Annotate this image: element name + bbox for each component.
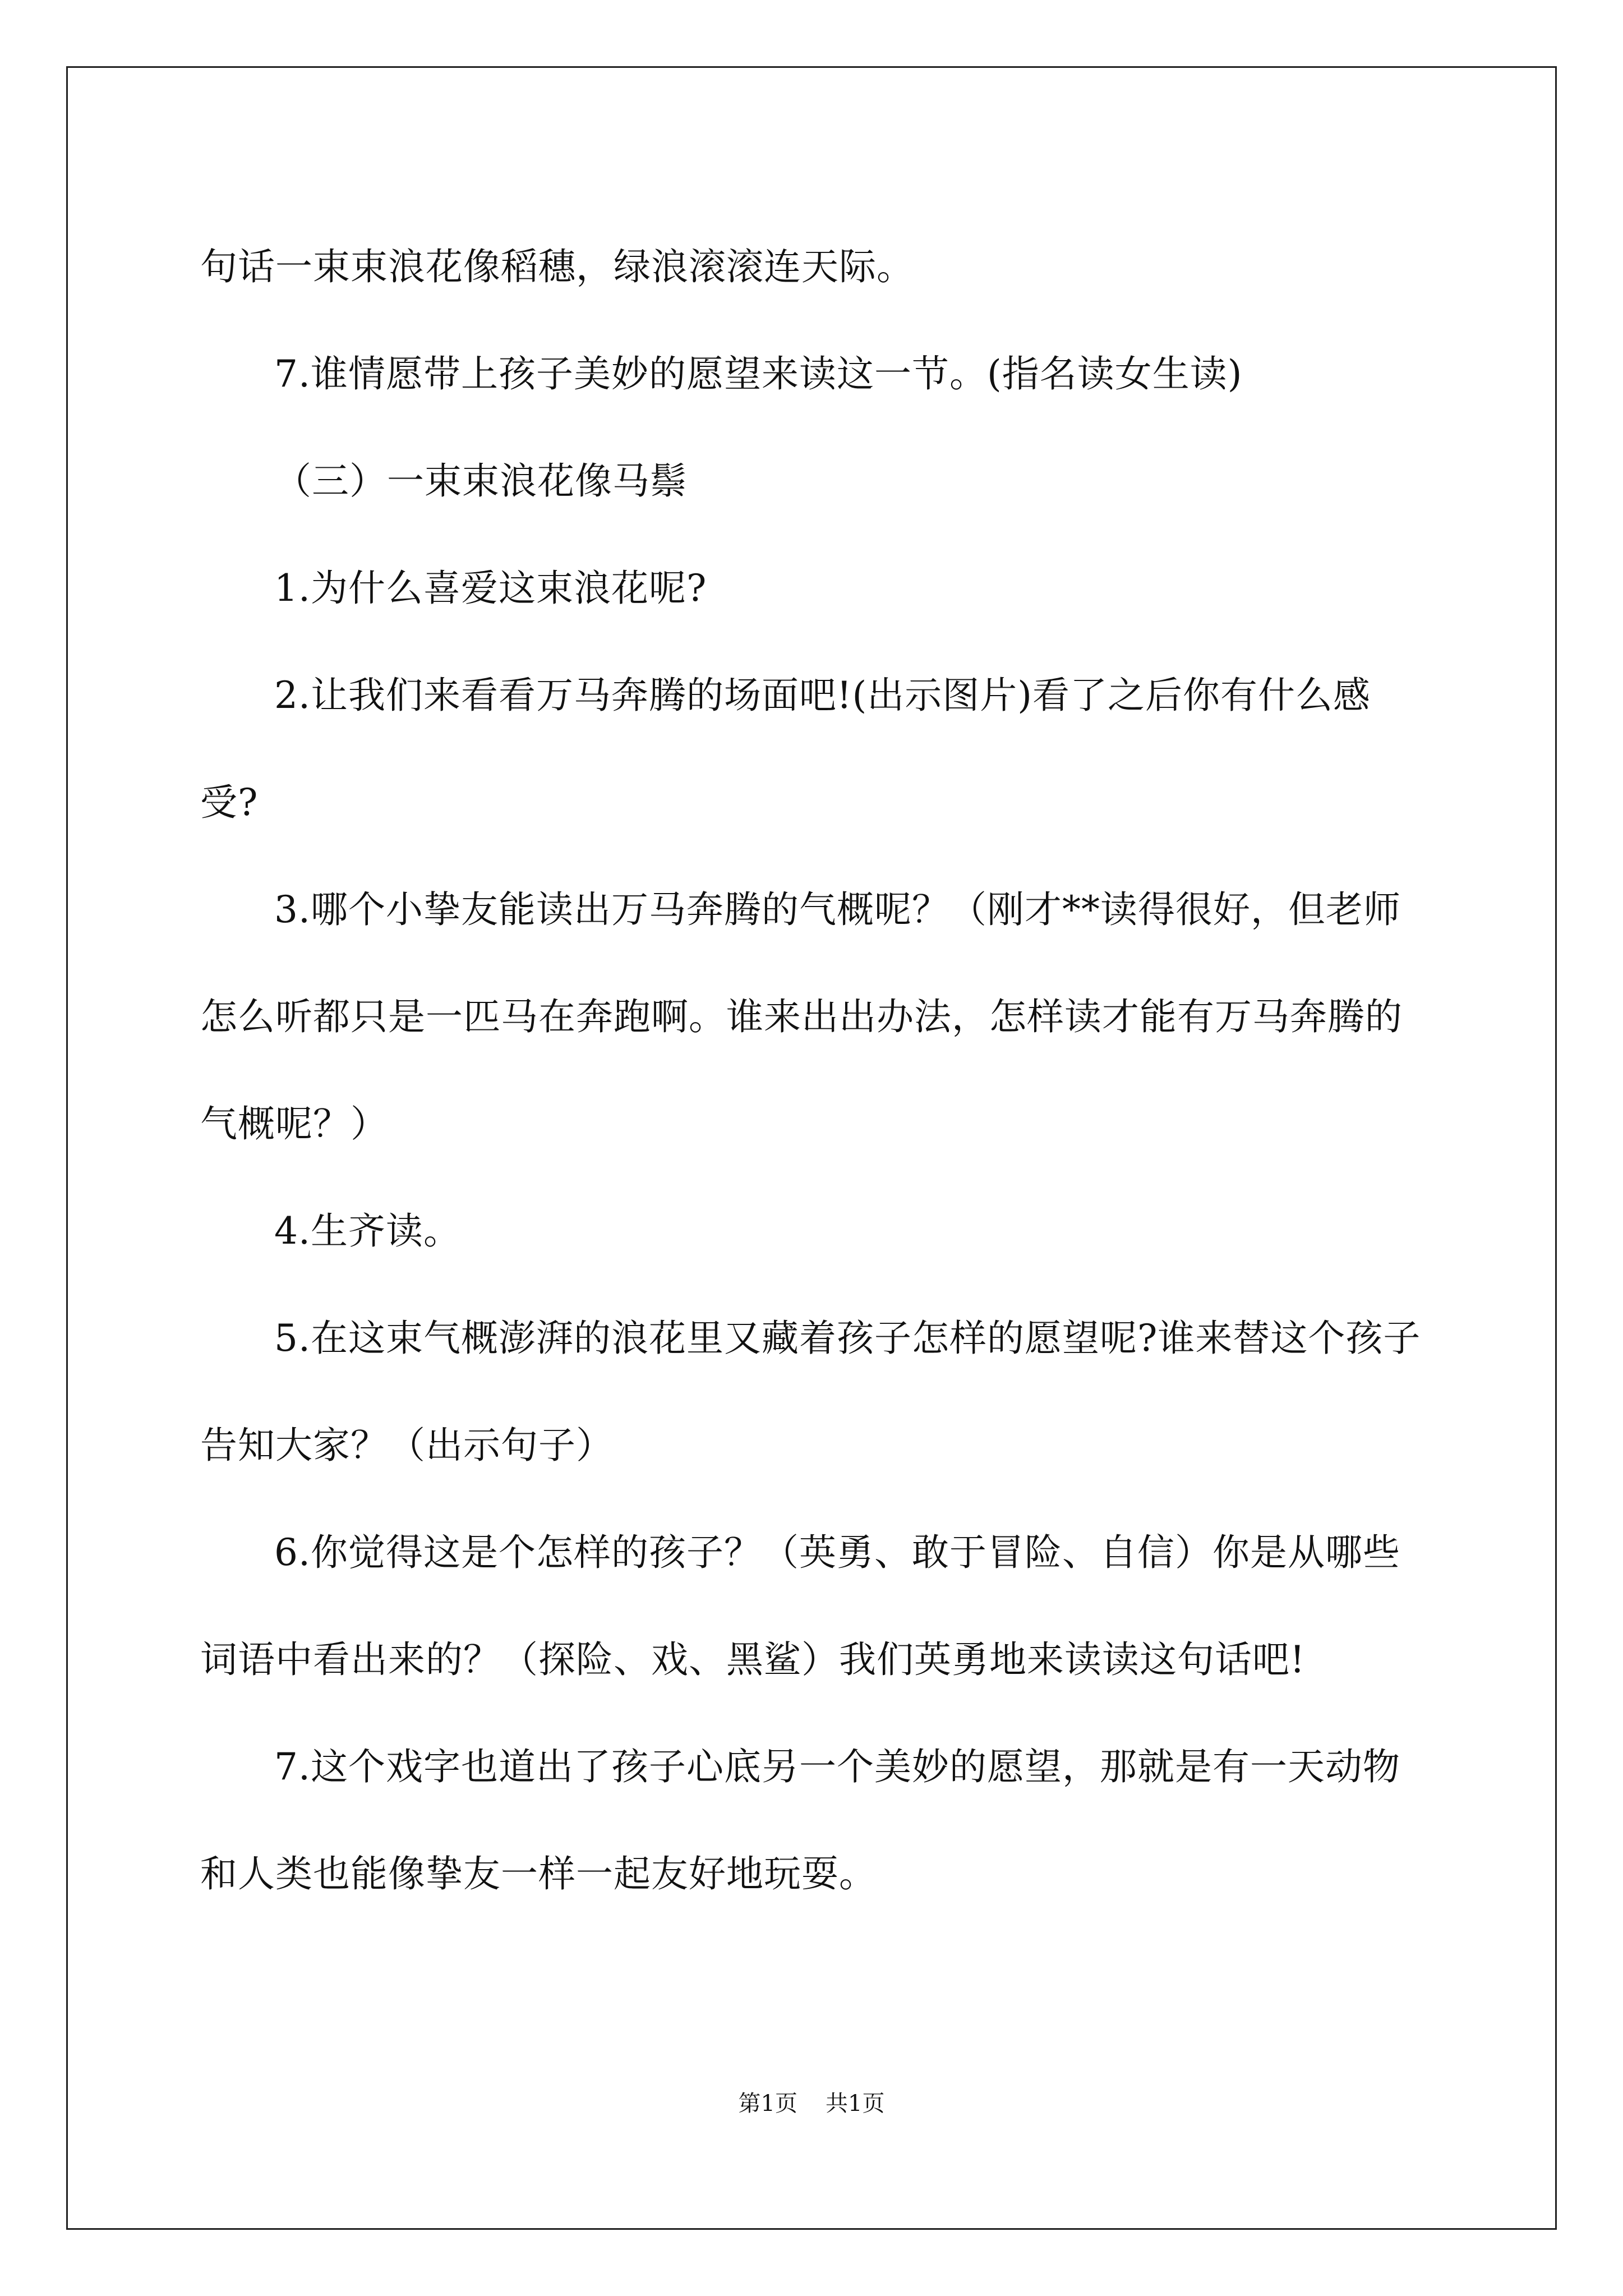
total-pages: 共1页: [826, 2091, 885, 2116]
section-heading: （三）一束束浪花像马鬃: [274, 459, 688, 503]
paragraph-9: 7.这个戏字也道出了孩子心底另一个美妙的愿望，那就是有一天动物和人类也能像挚友一样一起友好地玩耍。: [200, 1745, 1400, 1895]
paragraph-2: 7.谁情愿带上孩子美妙的愿望来读这一节。(指名读女生读): [274, 352, 1243, 395]
paragraph-4: 2.让我们来看看万马奔腾的场面吧!(出示图片)看了之后你有什么感受?: [200, 674, 1371, 824]
paragraph-1: 句话一束束浪花像稻穗，绿浪滚滚连天际。: [200, 245, 914, 288]
document-body: [200, 213, 1428, 1927]
paragraph-5: 3.哪个小挚友能读出万马奔腾的气概呢？（刚才**读得很好，但老师怎么听都只是一匹马在奔跑啊。谁来出出办法，怎样读才能有万马奔腾的气概呢？）: [200, 888, 1403, 1145]
paragraph-3: 1.为什么喜爱这束浪花呢?: [274, 567, 707, 610]
page-footer: [0, 2087, 1623, 2120]
page-number: 第1页: [738, 2091, 797, 2116]
paragraph-8: 6.你觉得这是个怎样的孩子？（英勇、敢于冒险、自信）你是从哪些词语中看出来的？（探险、戏、黑鲨）我们英勇地来读读这句话吧!: [200, 1531, 1400, 1681]
paragraph-7: 5.在这束气概澎湃的浪花里又藏着孩子怎样的愿望呢?谁来替这个孩子告知大家？（出示句子）: [200, 1317, 1421, 1467]
paragraph-6: 4.生齐读。: [274, 1209, 461, 1253]
